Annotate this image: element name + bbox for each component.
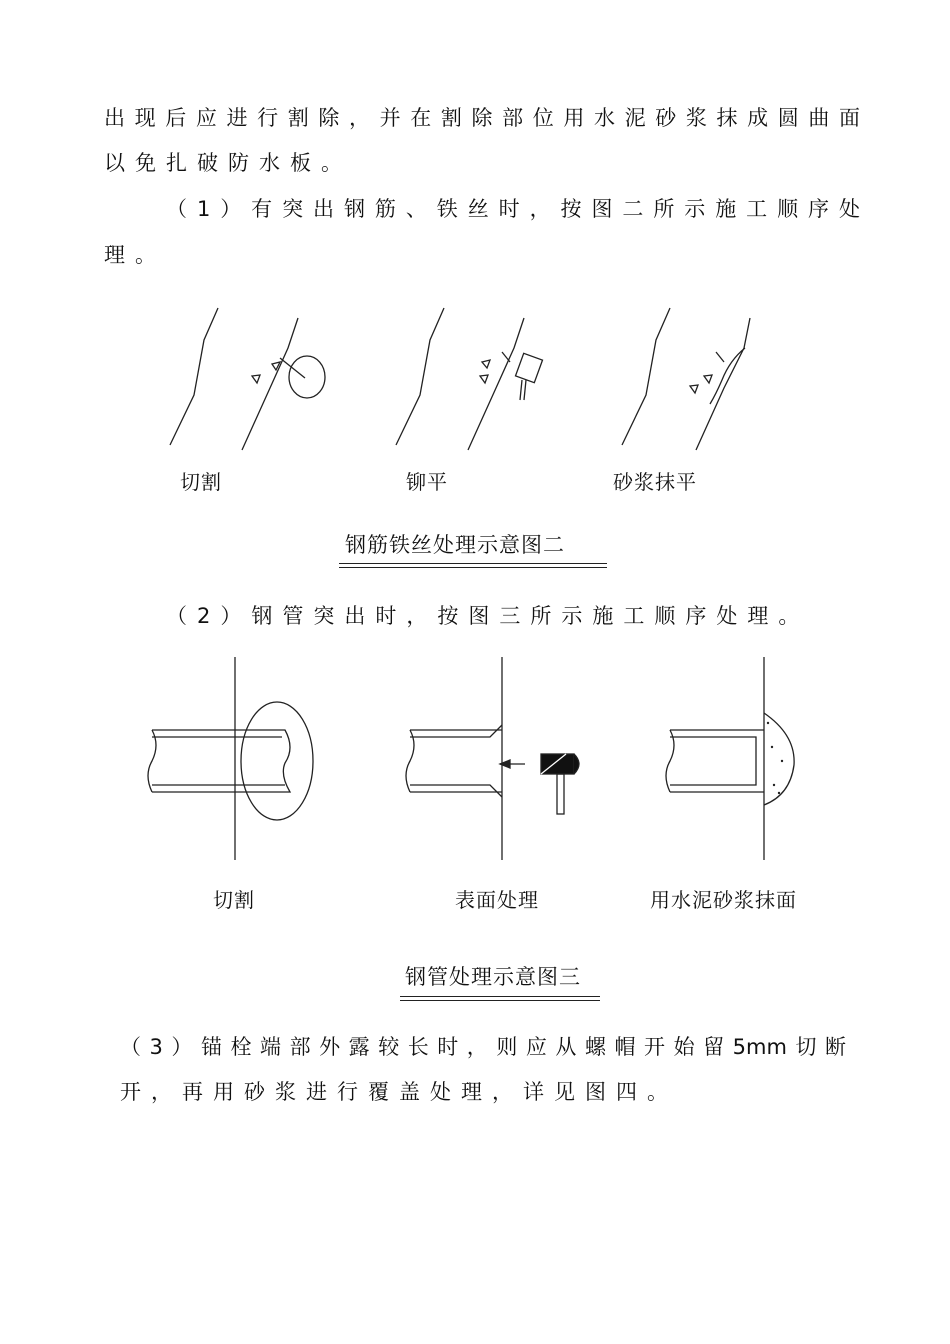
paragraph-1-line-1: 出现后应进行割除，并在割除部位用水泥砂浆抹成圆曲面: [104, 106, 860, 130]
paragraph-1-line-2: 以免扎破防水板。: [104, 151, 352, 175]
figure-2-rivet-diagram: [386, 300, 566, 460]
figure-3-mortar-diagram: [660, 655, 840, 865]
figure-2-title: 钢筋铁丝处理示意图二: [345, 533, 565, 557]
paragraph-4-line-1: （3）锚栓端部外露较长时，则应从螺帽开始留5mm切断: [120, 1035, 846, 1059]
figure-3-title-underline-2: [400, 1000, 600, 1001]
figure-2-caption-cut: 切割: [180, 470, 222, 494]
figure-2-caption-mortar: 砂浆抹平: [613, 470, 697, 494]
figure-3-title-underline-1: [400, 996, 600, 997]
figure-3-title: 钢管处理示意图三: [405, 965, 581, 989]
figure-2-mortar-diagram: [612, 300, 792, 460]
figure-3-caption-mortar: 用水泥砂浆抹面: [650, 888, 797, 912]
paragraph-3: （2）钢管突出时，按图三所示施工顺序处理。: [166, 604, 810, 628]
figure-2-caption-rivet: 铆平: [406, 470, 448, 494]
figure-2-title-underline-1: [339, 563, 607, 564]
paragraph-4-line-2: 开，再用砂浆进行覆盖处理，详见图四。: [120, 1080, 678, 1104]
figure-2-cut-diagram: [160, 300, 340, 460]
figure-2-title-underline-2: [339, 567, 607, 568]
paragraph-2-line-2: 理。: [104, 243, 166, 267]
figure-3-cut-diagram: [140, 655, 320, 865]
figure-3-surface-diagram: [400, 655, 600, 865]
figure-3-caption-cut: 切割: [213, 888, 255, 912]
figure-3-caption-surface: 表面处理: [455, 888, 539, 912]
paragraph-2-line-1: （1）有突出钢筋、铁丝时，按图二所示施工顺序处: [166, 197, 860, 221]
